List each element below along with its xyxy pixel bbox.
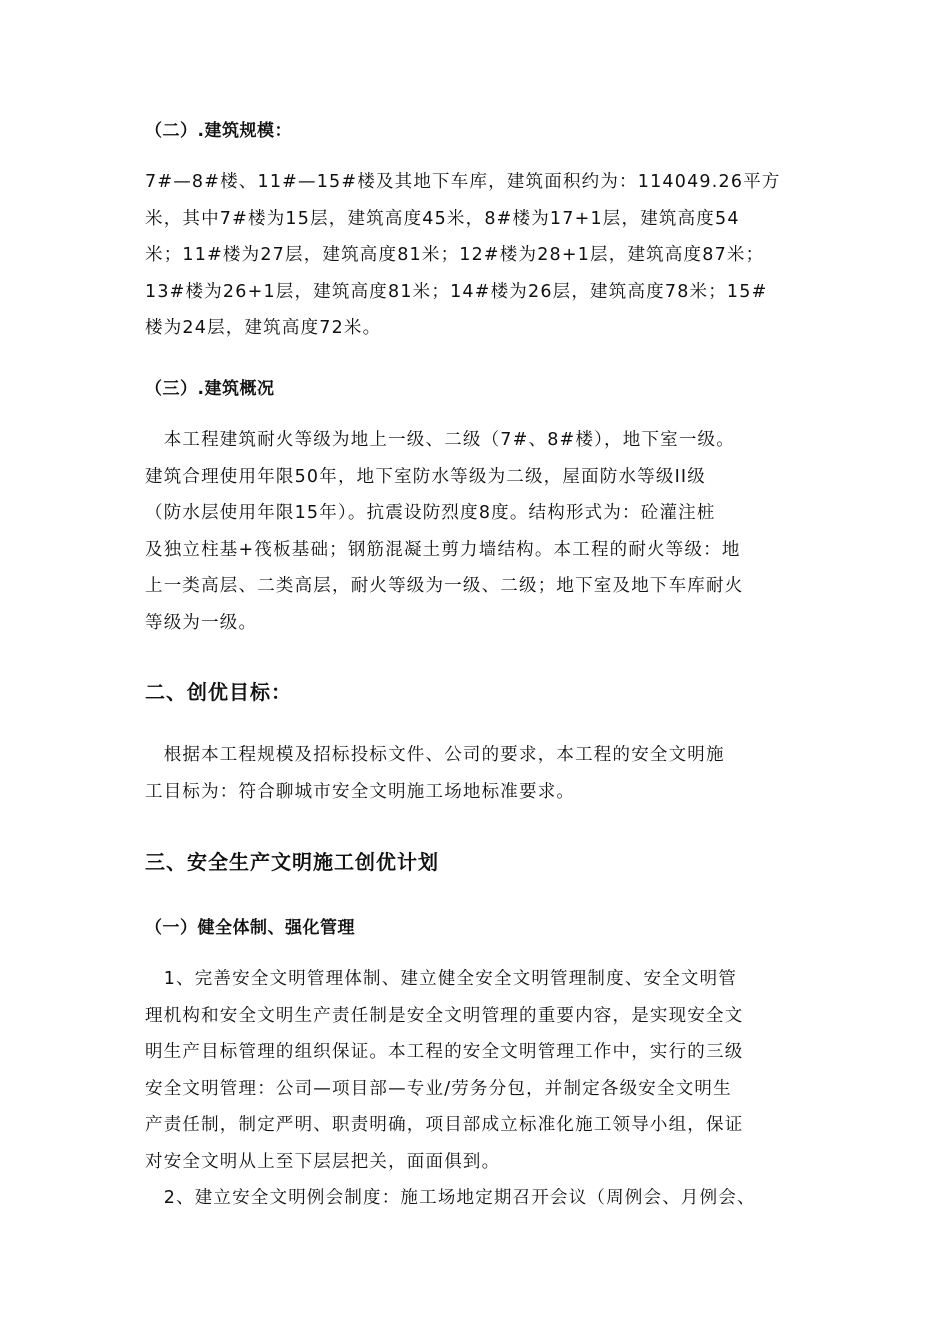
text-line: 明生产目标管理的组织保证。本工程的安全文明管理工作中，实行的三级 <box>145 1042 744 1062</box>
text-line: 米；11#楼为27层，建筑高度81米；12#楼为28+1层，建筑高度87米； <box>145 245 765 265</box>
text-line: 米，其中7#楼为15层，建筑高度45米，8#楼为17+1层，建筑高度54 <box>145 208 740 229</box>
text-line: 13#楼为26+1层，建筑高度81米；14#楼为26层，建筑高度78米；15# <box>145 281 768 302</box>
text-line: 上一类高层、二类高层，耐火等级为一级、二级；地下室及地下车库耐火 <box>145 576 744 596</box>
text-line: 及独立柱基+筏板基础；钢筋混凝土剪力墙结构。本工程的耐火等级：地 <box>145 539 741 560</box>
text-line: 2、建立安全文明例会制度：施工场地定期召开会议（周例会、月例会、 <box>145 1188 756 1208</box>
text-line: 1、完善安全文明管理体制、建立健全安全文明管理制度、安全文明管 <box>145 969 738 989</box>
section-heading-plan: 三、安全生产文明施工创优计划 <box>145 850 439 874</box>
text-line: 产责任制，制定严明、职责明确，项目部成立标准化施工领导小组，保证 <box>145 1115 744 1135</box>
text-line: 工目标为：符合聊城市安全文明施工场地标准要求。 <box>145 781 576 802</box>
paragraph-building-scale <box>145 164 781 347</box>
text-line: 楼为24层，建筑高度72米。 <box>145 318 382 338</box>
text-line: 建筑合理使用年限50年，地下室防水等级为二级，屋面防水等级II级 <box>145 466 706 487</box>
paragraph-building-overview <box>145 422 743 641</box>
text-line: 7#—8#楼、11#—15#楼及其地下车库，建筑面积约为：114049.26平方 <box>145 172 781 192</box>
text-line: 本工程建筑耐火等级为地上一级、二级（7#、8#楼），地下室一级。 <box>145 430 735 450</box>
paragraph-system-item-2 <box>145 1180 756 1217</box>
section-heading-system: （一）健全体制、强化管理 <box>145 918 355 938</box>
section-heading-building-overview: （三）.建筑概况 <box>145 379 275 399</box>
text-line: 对安全文明从上至下层层把关，面面俱到。 <box>145 1151 501 1172</box>
text-line: 理机构和安全文明生产责任制是安全文明管理的重要内容，是实现安全文 <box>145 1005 744 1026</box>
text-line: 等级为一级。 <box>145 612 258 633</box>
section-heading-goal: 二、创优目标： <box>145 680 292 704</box>
text-line: 安全文明管理：公司—项目部—专业/劳务分包，并制定各级安全文明生 <box>145 1078 732 1099</box>
paragraph-system-item-1 <box>145 961 743 1180</box>
section-heading-building-scale: （二）.建筑规模： <box>145 121 292 141</box>
text-line: （防水层使用年限15年）。抗震设防烈度8度。结构形式为：砼灌注桩 <box>145 503 716 523</box>
paragraph-goal <box>145 737 725 810</box>
text-line: 根据本工程规模及招标投标文件、公司的要求，本工程的安全文明施 <box>145 745 725 765</box>
